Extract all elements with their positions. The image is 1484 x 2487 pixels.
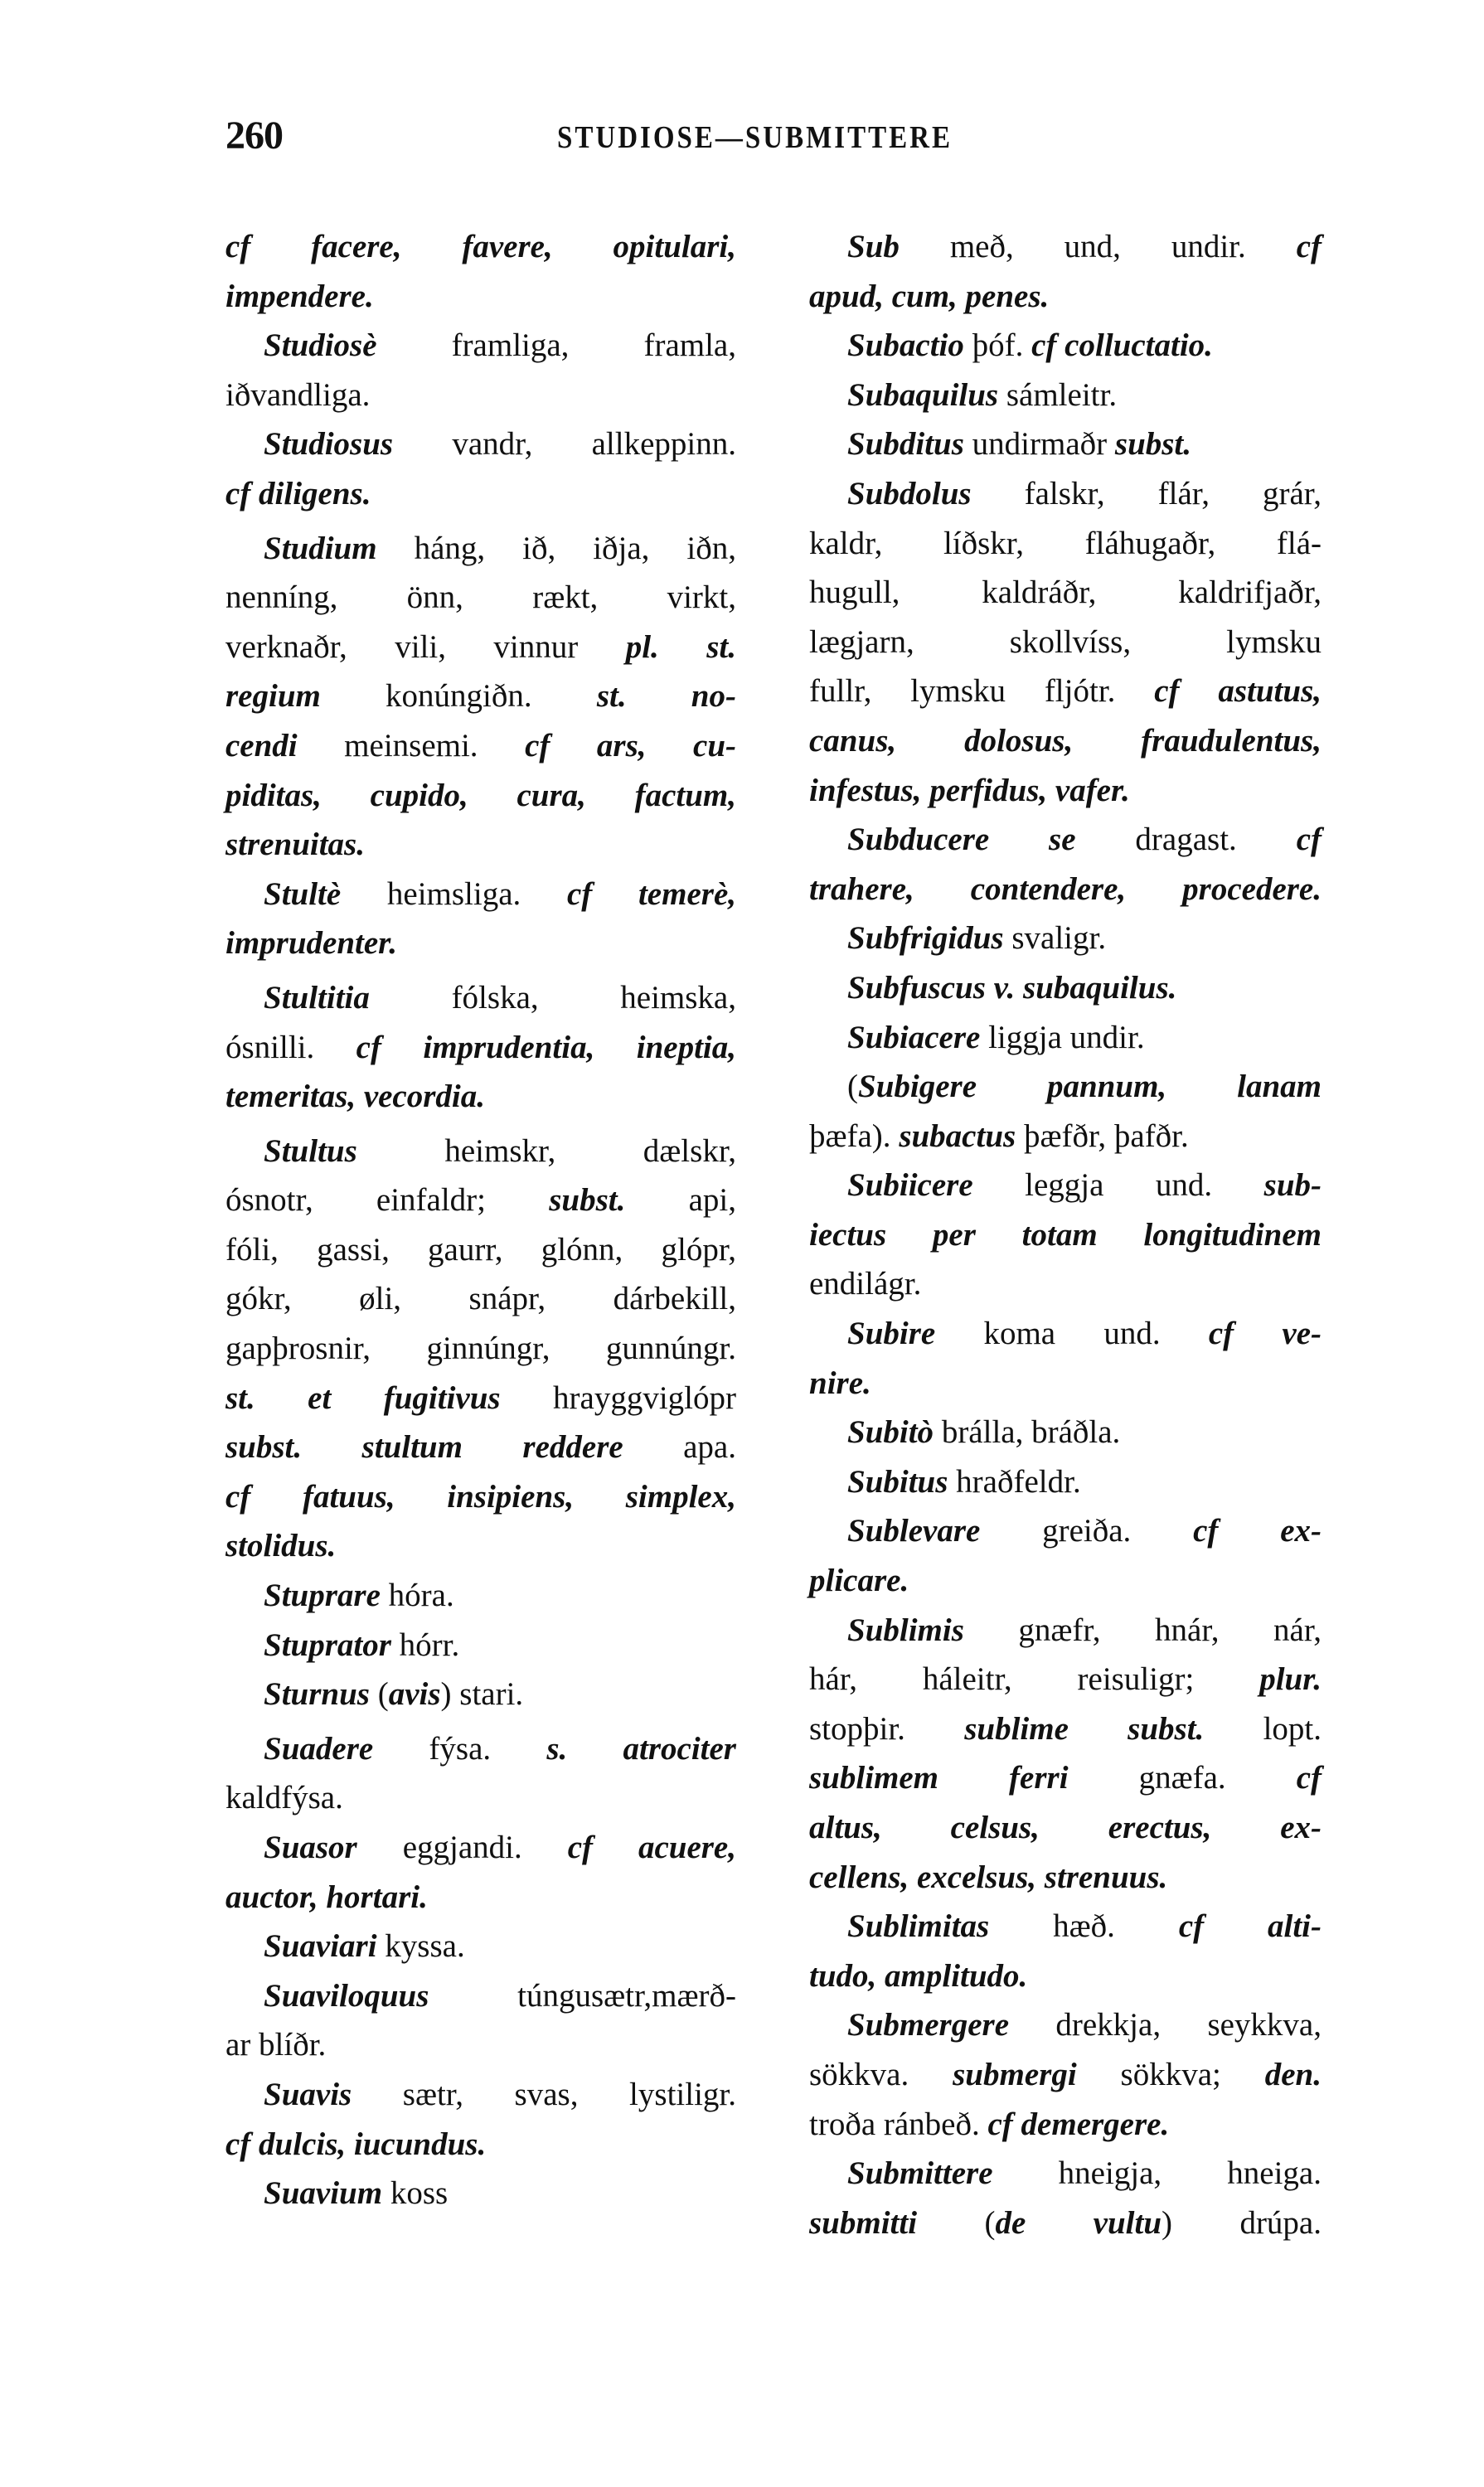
dictionary-line: [809, 1161, 1322, 1210]
icelandic-gloss: framliga, framla,: [376, 327, 736, 364]
latin-term: cf ars, cu-: [525, 727, 736, 764]
latin-term: piditas, cupido, cura, factum,: [226, 777, 736, 813]
icelandic-gloss: hugull, kaldráðr, kaldrifjaðr,: [809, 574, 1322, 611]
dictionary-line: [809, 1704, 1322, 1754]
icelandic-gloss: brálla, bráðla.: [934, 1414, 1121, 1451]
icelandic-gloss: þóf.: [963, 327, 1032, 364]
dictionary-line: [226, 469, 736, 519]
icelandic-gloss: ósnotr, einfaldr;: [226, 1182, 550, 1219]
latin-term: subactus: [899, 1117, 1016, 1154]
icelandic-gloss: gnæfr, hnár, nár,: [963, 1612, 1322, 1648]
icelandic-gloss: fullr, lymsku fljótr.: [809, 673, 1155, 710]
dictionary-line: [809, 2100, 1322, 2150]
latin-term: Stuprare: [264, 1578, 381, 1614]
dictionary-line: [226, 1873, 736, 1922]
latin-term: s. atrociter: [546, 1730, 736, 1767]
latin-term: cf acuere,: [567, 1830, 736, 1865]
icelandic-gloss: (: [847, 1069, 858, 1105]
latin-term: cf ex-: [1193, 1513, 1322, 1549]
dictionary-line: [226, 1670, 736, 1719]
dictionary-line: [809, 1457, 1322, 1507]
dictionary-line: [809, 1753, 1322, 1803]
latin-term: Sublimis: [847, 1612, 964, 1648]
latin-term: strenuitas.: [226, 827, 365, 863]
icelandic-gloss: sökkva.: [809, 2056, 953, 2092]
icelandic-gloss: kaldfýsa.: [226, 1780, 343, 1816]
dictionary-line: [809, 469, 1322, 519]
icelandic-gloss: greiða.: [980, 1513, 1194, 1549]
dictionary-line: [809, 2000, 1322, 2050]
icelandic-gloss: apa.: [623, 1429, 736, 1466]
latin-term: regium: [226, 678, 321, 715]
icelandic-gloss: kyssa.: [376, 1928, 465, 1965]
icelandic-gloss: þæfðr, þafðr.: [1016, 1117, 1189, 1154]
latin-term: canus, dolosus, fraudulentus,: [809, 722, 1322, 759]
latin-term: infestus, perfidus, vafer.: [809, 772, 1130, 808]
latin-term: Sub: [847, 229, 900, 264]
dictionary-line: [809, 272, 1322, 322]
latin-term: Suaviari: [264, 1928, 377, 1965]
latin-term: den.: [1264, 2056, 1322, 2092]
latin-term: stolidus.: [226, 1528, 337, 1564]
latin-term: cf astutus,: [1154, 673, 1322, 710]
icelandic-gloss: hneigja, hneiga.: [992, 2155, 1322, 2192]
dictionary-line: [809, 2149, 1322, 2199]
latin-term: avis: [388, 1676, 441, 1713]
dictionary-line: [809, 914, 1322, 963]
dictionary-line: [226, 272, 736, 322]
latin-term: trahere, contendere, procedere.: [809, 870, 1322, 907]
latin-term: Studium: [264, 530, 377, 566]
latin-term: Subiicere: [847, 1167, 973, 1204]
dictionary-line: [809, 1951, 1322, 2001]
dictionary-line: [809, 1112, 1322, 1161]
dictionary-line: [809, 815, 1322, 865]
icelandic-gloss: gókr, øli, snápr, dárbekill,: [226, 1281, 736, 1317]
latin-term: Studiosus: [264, 426, 394, 463]
dictionary-line: [226, 1225, 736, 1275]
latin-term: cendi: [226, 727, 298, 764]
icelandic-gloss: heimsliga.: [341, 875, 567, 912]
latin-term: Suavis: [264, 2076, 352, 2112]
latin-term: cf diligens.: [226, 475, 371, 511]
dictionary-line: [809, 1853, 1322, 1903]
dictionary-line: [226, 2120, 736, 2169]
latin-term: Subiacere: [847, 1019, 981, 1055]
dictionary-line: [809, 865, 1322, 914]
icelandic-gloss: hórr.: [390, 1626, 460, 1663]
dictionary-line: [809, 419, 1322, 469]
latin-term: cf: [1296, 822, 1322, 858]
latin-term: Sturnus: [264, 1676, 370, 1713]
dictionary-line: [226, 2070, 736, 2120]
dictionary-line: [809, 1655, 1322, 1704]
page-number: 260: [226, 114, 283, 158]
dictionary-line: [226, 1823, 736, 1873]
dictionary-line: [226, 222, 736, 272]
latin-term: sublime subst.: [964, 1710, 1205, 1747]
icelandic-gloss: þæfa).: [809, 1117, 900, 1154]
icelandic-gloss: verknaðr, vili, vinnur: [226, 628, 626, 665]
dictionary-line: [226, 419, 736, 469]
icelandic-gloss: fýsa.: [373, 1730, 547, 1767]
icelandic-gloss: liggja undir.: [980, 1019, 1145, 1055]
latin-term: Sublimitas: [847, 1908, 990, 1945]
dictionary-line: [226, 573, 736, 623]
icelandic-gloss: túngusætr,mærð-: [429, 1977, 736, 2014]
icelandic-gloss: undirmaðr: [963, 426, 1115, 463]
icelandic-gloss: ) stari.: [440, 1676, 524, 1713]
icelandic-gloss: dragast.: [1075, 822, 1297, 858]
icelandic-gloss: lopt.: [1204, 1710, 1322, 1747]
latin-term: subst.: [1114, 426, 1192, 463]
latin-term: cf fatuus, insipiens, simplex,: [226, 1478, 736, 1515]
icelandic-gloss: heimskr, dælskr,: [356, 1132, 736, 1169]
dictionary-line: [809, 766, 1322, 816]
dictionary-line: [226, 973, 736, 1023]
dictionary-line: [809, 1803, 1322, 1853]
latin-term: Subfrigidus: [847, 920, 1004, 957]
dictionary-line: [226, 820, 736, 870]
dictionary-line: [809, 371, 1322, 420]
latin-term: Stultitia: [264, 979, 370, 1016]
dictionary-line: [226, 1521, 736, 1571]
icelandic-gloss: með, und, undir.: [899, 229, 1297, 264]
latin-term: Subdolus: [847, 475, 972, 511]
dictionary-line: [226, 2169, 736, 2218]
dictionary-line: [809, 1013, 1322, 1063]
latin-term: cf: [1296, 229, 1322, 264]
latin-term: temeritas, vecordia.: [226, 1079, 486, 1115]
latin-term: cf demergere.: [987, 2106, 1170, 2142]
latin-term: cf facere, favere, opitulari,: [226, 229, 736, 264]
latin-term: cellens, excelsus, strenuus.: [809, 1859, 1168, 1895]
dictionary-line: [809, 2199, 1322, 2248]
dictionary-line: [226, 1324, 736, 1374]
dictionary-line: [226, 771, 736, 821]
latin-term: plur.: [1259, 1661, 1322, 1698]
dictionary-line: [809, 568, 1322, 618]
latin-term: altus, celsus, erectus, ex-: [809, 1810, 1322, 1845]
latin-term: nire.: [809, 1365, 871, 1401]
dictionary-line: [226, 1374, 736, 1423]
icelandic-gloss: konúngiðn.: [320, 678, 597, 715]
icelandic-gloss: ar blíðr.: [226, 2027, 327, 2063]
dictionary-line: [809, 963, 1322, 1013]
icelandic-gloss: háng, ið, iðja, iðn,: [376, 530, 736, 566]
icelandic-gloss: sámleitr.: [998, 376, 1118, 413]
running-head: STUDIOSE—SUBMITTERE: [557, 121, 953, 156]
latin-term: auctor, hortari.: [226, 1879, 428, 1915]
dictionary-line: [809, 222, 1322, 272]
latin-term: subst. stultum reddere: [226, 1429, 623, 1466]
dictionary-line: [809, 321, 1322, 371]
latin-term: Suasor: [264, 1830, 357, 1865]
latin-term: Stultus: [264, 1132, 357, 1169]
latin-term: Stuprator: [264, 1626, 391, 1663]
dictionary-line: [226, 321, 736, 371]
latin-term: Stultè: [264, 875, 342, 912]
latin-term: cf: [1296, 1760, 1322, 1796]
latin-term: iectus per totam longitudinem: [809, 1216, 1322, 1253]
icelandic-gloss: drekkja, seykkva,: [1009, 2007, 1322, 2043]
dictionary-line: [226, 721, 736, 771]
dictionary-line: [226, 1571, 736, 1621]
latin-term: plicare.: [809, 1563, 909, 1599]
dictionary-line: [226, 1023, 736, 1073]
dictionary-line: [226, 1072, 736, 1122]
latin-term: Subditus: [847, 426, 964, 463]
icelandic-gloss: koma und.: [935, 1316, 1209, 1352]
icelandic-gloss: sökkva;: [1076, 2056, 1265, 2092]
dictionary-line: [809, 1210, 1322, 1260]
latin-term: st. no-: [596, 678, 736, 715]
icelandic-gloss: sætr, svas, lystiligr.: [352, 2076, 736, 2112]
icelandic-gloss: meinsemi.: [297, 727, 526, 764]
latin-term: imprudenter.: [226, 925, 397, 962]
latin-term: sublimem ferri: [809, 1760, 1069, 1796]
icelandic-gloss: fóli, gassi, gaurr, glónn, glópr,: [226, 1231, 736, 1268]
icelandic-gloss: iðvandliga.: [226, 376, 371, 413]
icelandic-gloss: gapþrosnir, ginnúngr, gunnúngr.: [226, 1331, 736, 1367]
latin-term: cf ve-: [1208, 1316, 1322, 1352]
icelandic-gloss: hóra.: [380, 1578, 454, 1614]
dictionary-line: [809, 1259, 1322, 1309]
latin-term: Suavium: [264, 2175, 383, 2212]
dictionary-line: [226, 919, 736, 968]
dictionary-line: [809, 1062, 1322, 1112]
dictionary-line: [809, 667, 1322, 716]
latin-term: Suadere: [264, 1730, 374, 1767]
dictionary-line: [226, 371, 736, 420]
latin-term: Suaviloquus: [264, 1977, 429, 2014]
icelandic-gloss: kaldr, líðskr, fláhugaðr, flá-: [809, 525, 1322, 561]
dictionary-line: [809, 1556, 1322, 1606]
dictionary-line: [809, 1606, 1322, 1656]
icelandic-gloss: koss: [382, 2175, 449, 2212]
latin-term: cf alti-: [1178, 1908, 1322, 1945]
latin-term: cf imprudentia, ineptia,: [356, 1029, 736, 1065]
icelandic-gloss: api,: [625, 1182, 736, 1219]
latin-term: Submergere: [847, 2007, 1009, 2043]
latin-term: apud, cum, penes.: [809, 278, 1050, 314]
latin-term: sub-: [1263, 1167, 1322, 1204]
latin-term: st. et fugitivus: [226, 1379, 501, 1416]
latin-term: de vultu: [995, 2204, 1162, 2241]
latin-term: Submittere: [847, 2155, 993, 2192]
icelandic-gloss: troða ránbeð.: [809, 2106, 988, 2142]
dictionary-line: [226, 870, 736, 919]
latin-term: Sublevare: [847, 1513, 981, 1549]
dictionary-line: [226, 1922, 736, 1971]
latin-term: cf dulcis, iucundus.: [226, 2126, 487, 2162]
dictionary-line: [226, 2020, 736, 2070]
icelandic-gloss: fólska, heimska,: [369, 979, 736, 1016]
latin-term: Subitò: [847, 1414, 934, 1451]
icelandic-gloss: lægjarn, skollvíss, lymsku: [809, 623, 1322, 660]
right-column: [809, 222, 1322, 2247]
icelandic-gloss: hraðfeldr.: [948, 1463, 1081, 1500]
left-column: [226, 222, 736, 2218]
icelandic-gloss: svaligr.: [1003, 920, 1107, 957]
latin-term: Subfuscus v. subaquilus.: [847, 969, 1177, 1006]
latin-term: cf colluctatio.: [1031, 327, 1213, 364]
icelandic-gloss: stopþir.: [809, 1710, 965, 1747]
icelandic-gloss: leggja und.: [972, 1167, 1264, 1204]
icelandic-gloss: nenníng, önn, rækt, virkt,: [226, 579, 736, 616]
latin-term: Subigere pannum, lanam: [858, 1069, 1322, 1105]
dictionary-line: [226, 1423, 736, 1472]
icelandic-gloss: (: [369, 1676, 389, 1713]
icelandic-gloss: hrayggviglópr: [500, 1379, 736, 1416]
icelandic-gloss: vandr, allkeppinn.: [393, 426, 736, 463]
dictionary-line: [226, 671, 736, 721]
latin-term: submergi: [953, 2056, 1077, 2092]
dictionary-line: [809, 618, 1322, 667]
dictionary-line: [809, 1506, 1322, 1556]
dictionary-line: [226, 623, 736, 672]
icelandic-gloss: eggjandi.: [356, 1830, 568, 1865]
dictionary-line: [809, 1359, 1322, 1408]
latin-term: Subactio: [847, 327, 964, 364]
dictionary-line: [226, 1971, 736, 2021]
dictionary-line: [809, 1408, 1322, 1457]
icelandic-gloss: falskr, flár, grár,: [971, 475, 1322, 511]
dictionary-line: [226, 1274, 736, 1324]
icelandic-gloss: ósnilli.: [226, 1029, 356, 1065]
dictionary-line: [226, 524, 736, 574]
dictionary-line: [226, 1127, 736, 1176]
dictionary-line: [226, 1472, 736, 1522]
dictionary-line: [809, 1902, 1322, 1951]
latin-term: Subire: [847, 1316, 936, 1352]
latin-term: tudo, amplitudo.: [809, 1957, 1028, 1994]
dictionary-line: [809, 716, 1322, 766]
dictionary-line: [809, 519, 1322, 569]
icelandic-gloss: endilágr.: [809, 1266, 922, 1302]
latin-term: Studiosè: [264, 327, 377, 364]
dictionary-line: [226, 1176, 736, 1225]
icelandic-gloss: hár, háleitr, reisuligr;: [809, 1661, 1260, 1698]
dictionary-line: [809, 1309, 1322, 1359]
latin-term: impendere.: [226, 278, 374, 314]
latin-term: pl. st.: [625, 628, 736, 665]
latin-term: Subducere se: [847, 822, 1076, 858]
icelandic-gloss: ) drúpa.: [1161, 2204, 1322, 2241]
latin-term: Subitus: [847, 1463, 948, 1500]
dictionary-line: [809, 2050, 1322, 2100]
dictionary-line: [226, 1724, 736, 1774]
dictionary-line: [226, 1621, 736, 1670]
icelandic-gloss: gnæfa.: [1068, 1760, 1297, 1796]
latin-term: Subaquilus: [847, 376, 999, 413]
icelandic-gloss: (: [917, 2204, 996, 2241]
icelandic-gloss: hæð.: [989, 1908, 1179, 1945]
latin-term: submitti: [809, 2204, 918, 2241]
latin-term: cf temerè,: [566, 875, 737, 912]
latin-term: subst.: [549, 1182, 626, 1219]
dictionary-line: [226, 1773, 736, 1823]
